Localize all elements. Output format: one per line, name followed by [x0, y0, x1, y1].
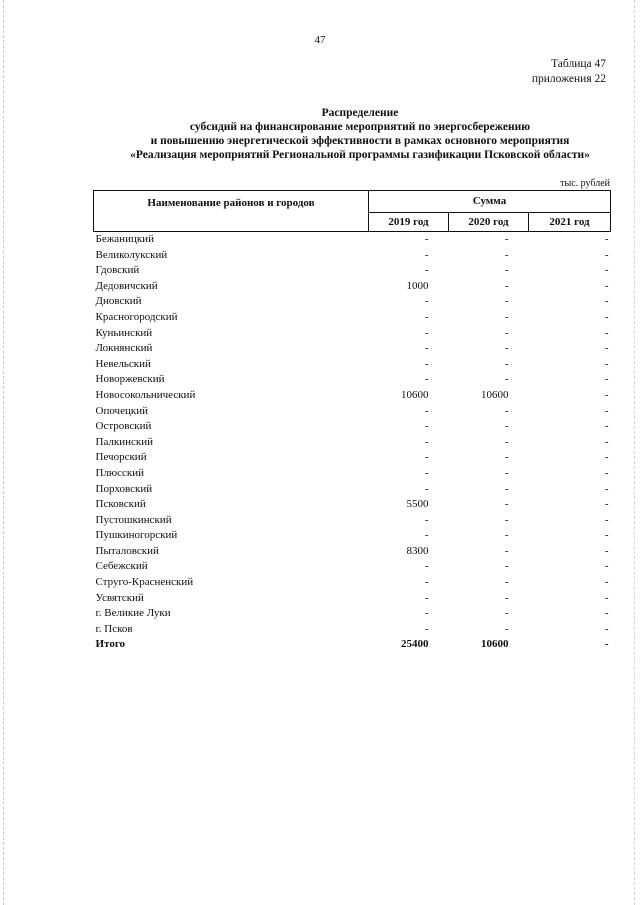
title-line-2: субсидий на финансирование мероприятий по энергосбережению [189, 121, 531, 133]
district-name: Красногородский [95, 310, 178, 323]
value-2020: - [504, 279, 509, 292]
value-2019: - [424, 560, 429, 573]
value-2020: - [504, 342, 509, 355]
value-2019: - [424, 357, 429, 370]
value-2020: - [504, 404, 509, 417]
table-row [94, 357, 611, 373]
value-2019: 1000 [406, 279, 429, 292]
title-line-4: «Реализация мероприятий Региональной программы газификации Псковской области» [130, 149, 590, 161]
value-2020: - [504, 560, 509, 573]
value-2019: - [424, 404, 429, 417]
district-name: Новоржевский [95, 373, 165, 386]
district-name: Дновский [95, 295, 142, 308]
total-2021: - [604, 638, 609, 651]
table-row [94, 606, 611, 622]
district-name: Дедовичский [95, 279, 158, 292]
value-2020: - [504, 420, 509, 433]
total-2019: 25400 [401, 638, 429, 651]
value-2020: - [504, 466, 509, 479]
value-2021: - [604, 388, 609, 401]
district-name: Себежский [95, 560, 148, 573]
value-2021: - [604, 248, 609, 261]
table-reference [532, 57, 606, 87]
district-name: Локнянский [95, 342, 153, 355]
table-row [94, 388, 611, 404]
district-name: Плюсский [95, 466, 145, 479]
district-name: Куньинский [95, 326, 153, 339]
table-row [94, 404, 611, 420]
value-2020: - [504, 248, 509, 261]
table-row [94, 435, 611, 451]
document-title [60, 106, 640, 162]
value-2021: - [604, 607, 609, 620]
value-2021: - [604, 622, 609, 635]
value-2019: - [424, 420, 429, 433]
table-row [94, 310, 611, 326]
district-name: Струго-Красненский [95, 576, 194, 589]
value-2019: 10600 [401, 388, 429, 401]
value-2021: - [604, 295, 609, 308]
value-2021: - [604, 310, 609, 323]
value-2019: - [424, 576, 429, 589]
table-row [94, 591, 611, 607]
value-2019: - [424, 622, 429, 635]
district-name: Бежаницкий [95, 233, 154, 245]
table-row [94, 279, 611, 295]
value-2021: - [604, 513, 609, 526]
district-name: Усвятский [95, 591, 144, 604]
table-row [94, 341, 611, 357]
value-2019: - [424, 264, 429, 277]
table-body [94, 232, 611, 654]
value-2019: - [424, 373, 429, 386]
subsidy-table [93, 190, 611, 653]
value-2020: - [504, 233, 509, 245]
district-name: Пушкиногорский [95, 529, 178, 542]
value-2019: - [424, 248, 429, 261]
value-2021: - [604, 342, 609, 355]
header-district-name: Наименование районов и городов [94, 191, 369, 232]
value-2021: - [604, 404, 609, 417]
value-2020: 10600 [481, 388, 509, 401]
value-2020: - [504, 513, 509, 526]
value-2019: - [424, 466, 429, 479]
district-name: Пыталовский [95, 544, 159, 557]
header-year-2020: 2020 год [449, 212, 529, 231]
district-name: Печорский [95, 451, 147, 464]
table-row [94, 544, 611, 560]
value-2021: - [604, 279, 609, 292]
header-sum: Сумма [369, 191, 611, 213]
district-name: Порховский [95, 482, 153, 495]
table-reference-line-2: приложения 22 [531, 73, 606, 85]
table-row [94, 294, 611, 310]
value-2020: - [504, 357, 509, 370]
value-2021: - [604, 264, 609, 277]
value-2021: - [604, 466, 609, 479]
total-row [94, 637, 611, 653]
table-row [94, 248, 611, 264]
value-2021: - [604, 591, 609, 604]
value-2019: - [424, 295, 429, 308]
value-2020: - [504, 622, 509, 635]
value-2021: - [604, 560, 609, 573]
units-label: тыс. рублей [560, 178, 610, 189]
table-row [94, 419, 611, 435]
title-line-3: и повышению энергетической эффективности в рамках основного мероприятия [150, 135, 570, 147]
value-2019: 8300 [406, 544, 429, 557]
district-name: г. Великие Луки [95, 607, 171, 620]
district-name: Палкинский [95, 435, 154, 448]
district-name: Пустошкинский [95, 513, 172, 526]
value-2021: - [604, 576, 609, 589]
value-2021: - [604, 357, 609, 370]
value-2021: - [604, 233, 609, 245]
table-row [94, 372, 611, 388]
district-name: Псковский [95, 498, 146, 511]
value-2020: - [504, 529, 509, 542]
value-2021: - [604, 420, 609, 433]
value-2020: - [504, 295, 509, 308]
value-2019: - [424, 482, 429, 495]
value-2019: - [424, 451, 429, 464]
table-row [94, 513, 611, 529]
value-2020: - [504, 607, 509, 620]
value-2021: - [604, 326, 609, 339]
table-reference-line-1: Таблица 47 [551, 58, 606, 70]
district-name: Великолукский [95, 248, 168, 261]
district-name: Новосокольнический [95, 388, 196, 401]
district-name: г. Псков [95, 622, 133, 635]
value-2019: - [424, 342, 429, 355]
total-2020: 10600 [481, 638, 509, 651]
value-2019: - [424, 435, 429, 448]
scan-edge-left [3, 0, 5, 905]
value-2019: - [424, 233, 429, 245]
value-2019: - [424, 310, 429, 323]
header-year-2021: 2021 год [529, 212, 611, 231]
value-2019: - [424, 513, 429, 526]
table-row [94, 575, 611, 591]
page-number: 47 [314, 34, 326, 46]
table-row [94, 528, 611, 544]
value-2020: - [504, 373, 509, 386]
value-2020: - [504, 576, 509, 589]
value-2020: - [504, 451, 509, 464]
table-row [94, 466, 611, 482]
value-2020: - [504, 326, 509, 339]
value-2021: - [604, 529, 609, 542]
table-row [94, 497, 611, 513]
value-2020: - [504, 310, 509, 323]
value-2019: 5500 [406, 498, 429, 511]
value-2020: - [504, 482, 509, 495]
table-row [94, 559, 611, 575]
table-row [94, 622, 611, 638]
header-year-2019: 2019 год [369, 212, 449, 231]
title-line-1: Распределение [321, 107, 399, 119]
value-2020: - [504, 435, 509, 448]
value-2021: - [604, 451, 609, 464]
value-2019: - [424, 591, 429, 604]
table-row [94, 232, 611, 248]
table-row [94, 482, 611, 498]
value-2020: - [504, 264, 509, 277]
district-name: Невельский [95, 357, 151, 370]
value-2019: - [424, 607, 429, 620]
value-2021: - [604, 544, 609, 557]
district-name: Гдовский [95, 264, 140, 277]
value-2020: - [504, 498, 509, 511]
total-label: Итого [95, 638, 126, 651]
value-2021: - [604, 435, 609, 448]
value-2021: - [604, 498, 609, 511]
value-2020: - [504, 591, 509, 604]
value-2019: - [424, 529, 429, 542]
value-2021: - [604, 373, 609, 386]
value-2019: - [424, 326, 429, 339]
table-row [94, 450, 611, 466]
district-name: Островский [95, 420, 152, 433]
value-2020: - [504, 544, 509, 557]
table-row [94, 263, 611, 279]
district-name: Опочецкий [95, 404, 148, 417]
value-2021: - [604, 482, 609, 495]
table-row [94, 326, 611, 342]
